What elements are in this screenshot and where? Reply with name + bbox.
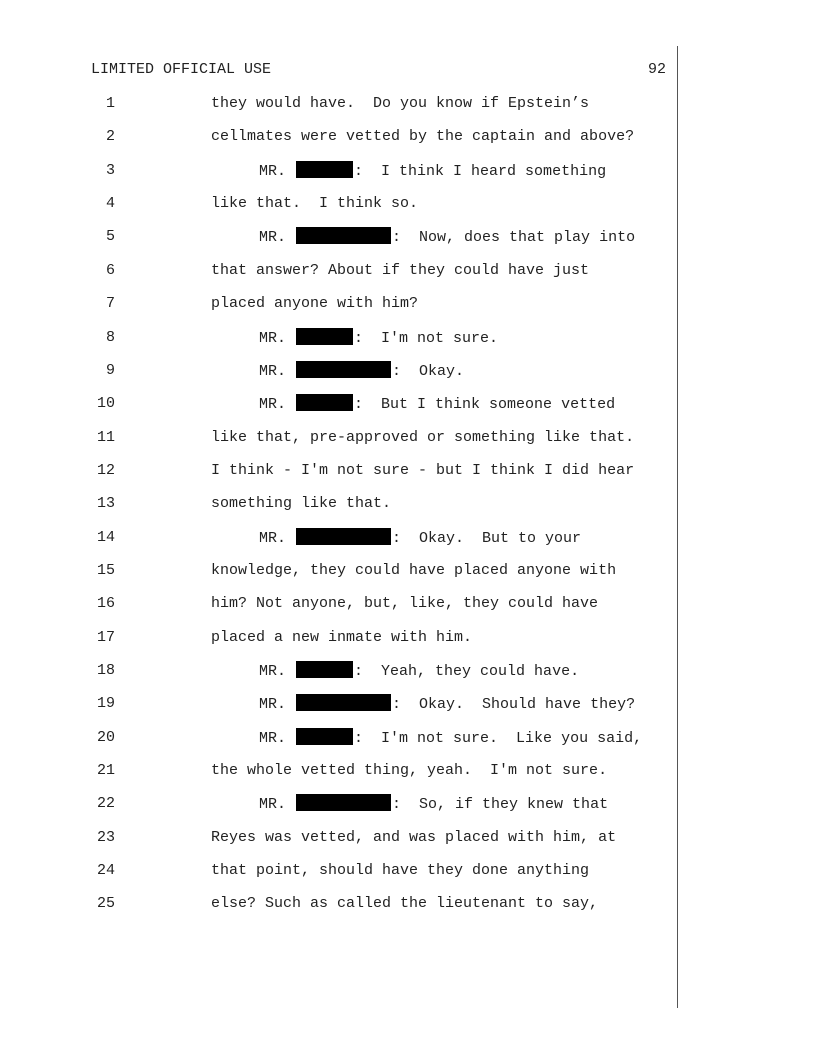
line-text	[211, 628, 472, 648]
line-number: 4	[105, 195, 115, 213]
line-text	[259, 794, 608, 815]
speaker-text: : I'm not sure. Like you said,	[354, 729, 643, 747]
line-content: I think - I'm not sure - but I think I did hear	[211, 461, 635, 479]
speaker-prefix: MR.	[259, 329, 287, 347]
redaction-bar	[296, 161, 353, 178]
line-text	[211, 561, 616, 581]
line-number: 24	[96, 862, 115, 880]
line-text	[211, 761, 607, 781]
line-number: 3	[105, 161, 115, 179]
line-text	[211, 194, 418, 214]
redaction-bar	[296, 394, 353, 411]
line-content: like that. I think so.	[211, 195, 419, 213]
redaction-bar	[296, 794, 391, 811]
redaction-bar	[296, 694, 391, 711]
speaker-text: : I think I heard something	[354, 162, 607, 180]
redaction-bar	[296, 361, 391, 378]
speaker-text: : So, if they knew that	[392, 796, 609, 814]
line-number: 9	[105, 361, 115, 379]
speaker-text: : Now, does that play into	[392, 229, 636, 247]
line-number: 25	[96, 895, 115, 913]
redaction-bar	[296, 328, 353, 345]
line-text	[211, 828, 616, 848]
line-content: like that, pre-approved or something like that.	[211, 428, 635, 446]
speaker-text: : Yeah, they could have.	[354, 663, 580, 680]
line-text	[259, 328, 498, 349]
redaction-bar	[296, 227, 391, 244]
line-number: 11	[96, 428, 115, 446]
line-number: 22	[96, 795, 115, 813]
speaker-text: : I'm not sure.	[354, 329, 499, 347]
speaker-prefix: MR.	[259, 396, 287, 414]
line-number: 17	[96, 628, 115, 646]
line-text	[259, 394, 615, 415]
line-number: 21	[96, 762, 115, 779]
speaker-prefix: MR.	[259, 229, 287, 247]
page-header-classification: LIMITED OFFICIAL USE	[91, 61, 272, 78]
line-content: cellmates were vetted by the captain and above?	[211, 128, 635, 146]
line-number: 2	[105, 128, 115, 146]
line-number: 14	[96, 528, 115, 546]
line-text	[259, 528, 581, 549]
speaker-prefix: MR.	[259, 362, 287, 380]
line-text	[211, 861, 589, 881]
line-number: 7	[105, 295, 115, 313]
line-content: that point, should have they done anything	[211, 862, 590, 880]
line-text	[211, 428, 634, 448]
line-number: 10	[96, 395, 115, 413]
line-content: knowledge, they could have placed anyone with	[211, 561, 617, 579]
speaker-prefix: MR.	[259, 162, 287, 180]
redaction-bar	[296, 728, 353, 745]
line-text	[211, 294, 418, 314]
line-text	[211, 127, 634, 147]
line-content: that answer? About if they could have just	[211, 261, 590, 279]
speaker-prefix: MR.	[259, 729, 287, 747]
line-text	[259, 728, 642, 749]
line-text	[259, 694, 635, 715]
speaker-text: : Okay. But to your	[392, 529, 582, 547]
line-content: the whole vetted thing, yeah. I'm not sure.	[211, 762, 608, 779]
speaker-prefix: MR.	[259, 529, 287, 547]
line-text	[211, 594, 598, 614]
line-text	[211, 94, 589, 114]
line-number: 18	[96, 662, 115, 679]
line-content: something like that.	[211, 495, 392, 513]
line-content: him? Not anyone, but, like, they could have	[211, 595, 599, 613]
redaction-bar	[296, 528, 391, 545]
speaker-text: : Okay. Should have they?	[392, 696, 636, 714]
line-text	[259, 661, 579, 682]
line-content: placed anyone with him?	[211, 295, 419, 313]
page-number: 92	[647, 61, 666, 78]
speaker-text: : Okay.	[392, 362, 465, 380]
redaction-bar	[296, 661, 353, 678]
line-content: placed a new inmate with him.	[211, 628, 473, 646]
line-text	[211, 494, 391, 514]
speaker-text: : But I think someone vetted	[354, 396, 616, 414]
line-number: 19	[96, 695, 115, 713]
line-content: they would have. Do you know if Epstein’s	[211, 95, 590, 112]
line-number: 16	[96, 595, 115, 613]
line-text	[211, 894, 598, 914]
line-number: 1	[105, 95, 115, 112]
speaker-prefix: MR.	[259, 796, 287, 814]
line-text	[211, 461, 634, 481]
line-number: 20	[96, 728, 115, 746]
right-margin-rule	[677, 46, 678, 1008]
line-number: 15	[96, 561, 115, 579]
line-text	[211, 261, 589, 281]
speaker-prefix: MR.	[259, 696, 287, 714]
line-number: 13	[96, 495, 115, 513]
line-content: else? Such as called the lieutenant to say,	[211, 895, 599, 913]
speaker-prefix: MR.	[259, 663, 287, 680]
line-text	[259, 161, 606, 182]
line-number: 23	[96, 828, 115, 846]
line-number: 12	[96, 461, 115, 479]
line-text	[259, 361, 464, 382]
line-number: 5	[105, 228, 115, 246]
line-content: Reyes was vetted, and was placed with him, at	[211, 828, 617, 846]
line-number: 8	[105, 328, 115, 346]
line-text	[259, 227, 635, 248]
line-number: 6	[105, 261, 115, 279]
